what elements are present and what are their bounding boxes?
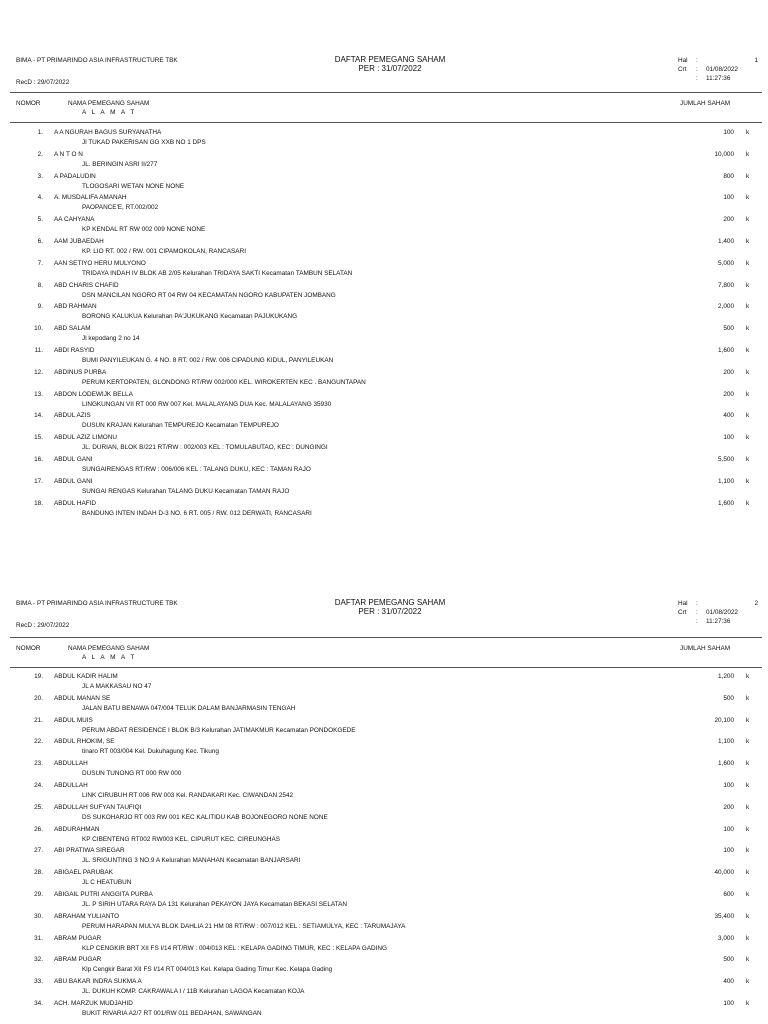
- share-amount: 7,800: [718, 281, 734, 289]
- page-meta: Hal : 1 Crt : 01/08/2022 : 11:27:36: [678, 57, 758, 82]
- holder-address: JL. P SIRIH UTARA RAYA DA 131 Kelurahan PEKAYON JAYA Kecamatan BEKASI SELATAN: [82, 900, 347, 908]
- shareholder-row: [0, 346, 768, 368]
- row-number: 11.: [34, 346, 43, 354]
- share-unit: k: [746, 934, 750, 942]
- hal-label: Hal: [678, 57, 688, 64]
- share-unit: k: [746, 477, 750, 485]
- page-meta: Hal : 2 Crt : 01/08/2022 : 11:27:36: [678, 600, 758, 625]
- report-period: PER : 31/07/2022: [358, 64, 422, 73]
- report-period: PER : 31/07/2022: [358, 607, 422, 616]
- row-number: 7.: [37, 259, 43, 267]
- report-title: DAFTAR PEMEGANG SAHAM: [334, 55, 446, 64]
- share-amount: 5,500: [718, 455, 734, 463]
- row-number: 30.: [34, 912, 43, 920]
- share-amount: 400: [723, 412, 734, 420]
- row-number: 19.: [34, 673, 43, 680]
- holder-name: A PADALUDIN: [54, 172, 96, 180]
- holder-address: BANDUNG INTEN INDAH D-3 NO. 6 RT. 005 / RW. 012 DERWATI, RANCASARI: [82, 509, 312, 517]
- holder-address: PERUM HARAPAN MULYA BLOK DAHLIA 21 HM 08 RT/RW : 007/012 KEL : SETIAMULYA, KEC : TARUMAJAYA: [82, 922, 406, 930]
- share-amount: 100: [723, 825, 734, 833]
- share-amount: 100: [723, 847, 734, 855]
- crt-date: 01/08/2022: [706, 609, 738, 616]
- share-unit: k: [746, 738, 750, 746]
- share-amount: 5,000: [718, 259, 734, 267]
- holder-name: ABD CHARIS CHAFID: [54, 281, 119, 289]
- holder-name: ABRAM PUGAR: [54, 934, 102, 942]
- shareholder-row: [0, 390, 768, 412]
- shareholder-row: [0, 977, 768, 999]
- holder-name: ABDINUS PURBA: [54, 368, 107, 376]
- holder-name: A A NGURAH BAGUS SURYANATHA: [54, 129, 162, 136]
- holder-address: BUKIT RIVARIA A2/7 RT 001/RW 011 BEDAHAN, SAWANGAN: [82, 1009, 262, 1017]
- holder-name: AA CAHYANA: [54, 216, 95, 224]
- holder-name: ABRAM PUGAR: [54, 956, 102, 964]
- shareholder-row: [0, 477, 768, 499]
- shareholder-row: [0, 955, 768, 977]
- share-unit: k: [746, 673, 750, 680]
- share-unit: k: [746, 912, 750, 920]
- share-unit: k: [746, 716, 750, 724]
- row-number: 21.: [34, 716, 43, 724]
- share-amount: 35,400: [714, 912, 734, 920]
- row-number: 12.: [34, 368, 43, 376]
- shareholder-row: [0, 172, 768, 194]
- share-amount: 100: [723, 129, 734, 136]
- row-number: 4.: [37, 194, 43, 202]
- row-number: 22.: [34, 738, 43, 746]
- holder-name: ABDUL RHOKIM, SE: [54, 738, 115, 746]
- row-number: 14.: [34, 412, 43, 420]
- share-unit: k: [746, 150, 750, 158]
- row-number: 33.: [34, 978, 43, 986]
- hal-label: Hal: [678, 600, 688, 607]
- holder-name: ABDON LODEWIJK BELLA: [54, 390, 133, 398]
- share-unit: k: [746, 760, 750, 768]
- shareholder-row: [0, 890, 768, 912]
- row-number: 9.: [37, 303, 43, 311]
- holder-address: JL. DURIAN, BLOK B/221 RT/RW : 002/003 KEL : TOMULABUTAO, KEC : DUNGINGI: [82, 444, 328, 452]
- report-title: DAFTAR PEMEGANG SAHAM: [334, 598, 446, 607]
- holder-address: PERUM KERTOPATEN, GLONDONG RT/RW 002/000 KEL. WIROKERTEN KEC . BANGUNTAPAN: [82, 378, 366, 386]
- company-name: BIMA - PT PRIMARINDO ASIA INFRASTRUCTURE TBK: [16, 600, 178, 607]
- share-amount: 400: [723, 978, 734, 986]
- share-unit: k: [746, 434, 750, 442]
- company-name: BIMA - PT PRIMARINDO ASIA INFRASTRUCTURE TBK: [16, 57, 178, 64]
- record-date: RecD : 29/07/2022: [16, 79, 70, 86]
- share-amount: 40,000: [714, 869, 734, 877]
- share-amount: 800: [723, 172, 734, 180]
- share-unit: k: [746, 869, 750, 877]
- share-amount: 1,100: [718, 477, 734, 485]
- share-unit: k: [746, 847, 750, 855]
- share-amount: 1,100: [718, 738, 734, 746]
- share-unit: k: [746, 346, 750, 354]
- holder-name: ABDUL MUIS: [54, 716, 93, 724]
- holder-name: ACH. MARZUK MUDJAHID: [54, 999, 133, 1007]
- row-number: 17.: [34, 477, 43, 485]
- shareholder-row: [0, 781, 768, 803]
- shareholder-row: [0, 150, 768, 172]
- holder-address: BUMI PANYILEUKAN G. 4 NO. 8 RT. 002 / RW. 006 CIPADUNG KIDUL, PANYILEUKAN: [82, 356, 334, 364]
- holder-name: ABDULLAH SUFYAN TAUFIQI: [54, 803, 142, 811]
- share-unit: k: [746, 259, 750, 267]
- holder-name: ABIGAEL PARUBAK: [54, 869, 113, 877]
- holder-address: TLOGOSARI WETAN NONE NONE: [82, 182, 185, 190]
- holder-name: ABDURAHMAN: [54, 825, 100, 833]
- shareholder-row: [0, 259, 768, 281]
- share-unit: k: [746, 194, 750, 202]
- holder-address: KP KENDAL RT RW 002 009 NONE NONE: [82, 226, 206, 234]
- row-number: 13.: [34, 390, 43, 398]
- holder-address: JL A MAKKASAU NO 47: [82, 683, 152, 690]
- shareholder-row: [0, 455, 768, 477]
- share-amount: 10,000: [714, 150, 734, 158]
- row-number: 10.: [34, 325, 43, 333]
- holder-name: ABDUL GANI: [54, 455, 93, 463]
- row-number: 27.: [34, 847, 43, 855]
- holder-name: ABDUL AZIZ LIMONU: [54, 434, 117, 442]
- row-number: 24.: [34, 781, 43, 789]
- share-unit: k: [746, 216, 750, 224]
- share-amount: 100: [723, 194, 734, 202]
- share-amount: 500: [723, 956, 734, 964]
- share-amount: 20,100: [714, 716, 734, 724]
- col-nama: NAMA PEMEGANG SAHAM: [68, 100, 150, 107]
- holder-address: LINGKUNGAN VII RT 000 RW 007 Kel. MALALAYANG DUA Kec. MALALAYANG 35930: [82, 400, 332, 408]
- share-amount: 500: [723, 325, 734, 333]
- holder-name: ABDUL HAFID: [54, 499, 97, 507]
- shareholder-row: [0, 759, 768, 781]
- share-amount: 1,400: [718, 237, 734, 245]
- row-number: 20.: [34, 694, 43, 702]
- shareholder-row: [0, 694, 768, 716]
- row-number: 18.: [34, 499, 43, 507]
- row-number: 23.: [34, 760, 43, 768]
- crt-label: Crt: [678, 609, 687, 616]
- share-amount: 600: [723, 890, 734, 898]
- holder-address: DUSUN TUNONG RT 000 RW 000: [82, 770, 182, 778]
- share-unit: k: [746, 390, 750, 398]
- holder-address: JL. BERINGIN ASRI II/277: [82, 160, 158, 168]
- share-unit: k: [746, 999, 750, 1007]
- crt-date: 01/08/2022: [706, 66, 738, 73]
- holder-name: ABRAHAM YULIANTO: [54, 912, 120, 920]
- share-unit: k: [746, 978, 750, 986]
- col-jumlah: JUMLAH SAHAM: [680, 100, 731, 107]
- holder-address: JL. DUKUH KOMP. CAKRAWALA I / 11B Kelurahan LAGOA Kecamatan KOJA: [82, 988, 305, 996]
- holder-address: Jl TUKAD PAKERISAN GG XXB NO 1 DPS: [82, 139, 206, 146]
- row-number: 34.: [34, 999, 43, 1007]
- share-amount: 200: [723, 216, 734, 224]
- holder-name: ABD RAHMAN: [54, 303, 97, 311]
- holder-address: BORONG KALUKUA Kelurahan PA'JUKUKANG Kecamatan PAJUKUKANG: [82, 313, 298, 321]
- shareholder-row: [0, 215, 768, 237]
- share-amount: 1,600: [718, 346, 734, 354]
- shareholder-list: [0, 672, 768, 1021]
- holder-address: SUNGAIRENGAS RT/RW : 006/006 KEL : TALANG DUKU, KEC : TAMAN RAJO: [82, 465, 311, 473]
- col-nama: NAMA PEMEGANG SAHAM: [68, 645, 150, 652]
- header-divider: [10, 92, 762, 93]
- holder-address: JL. SRIGUNTING 3 NO.9 A Kelurahan MANAHAN Kecamatan BANJARSARI: [82, 857, 301, 865]
- shareholder-row: [0, 825, 768, 847]
- header-divider: [10, 637, 762, 638]
- holder-name: ABDI RASYID: [54, 346, 95, 354]
- share-unit: k: [746, 237, 750, 245]
- col-nomor: NOMOR: [16, 100, 41, 107]
- shareholder-row: [0, 672, 768, 694]
- column-divider: [10, 122, 762, 123]
- shareholder-row: [0, 128, 768, 150]
- shareholder-row: [0, 237, 768, 259]
- col-nomor: NOMOR: [16, 645, 41, 652]
- share-amount: 200: [723, 368, 734, 376]
- row-number: 16.: [34, 455, 43, 463]
- holder-name: ABU BAKAR INDRA SUKMA A: [54, 978, 142, 986]
- shareholder-row: [0, 499, 768, 521]
- shareholder-row: [0, 868, 768, 890]
- holder-address: DS SUKOHARJO RT 003 RW 001 KEC KALITIDU KAB BOJONEGORO NONE NONE: [82, 813, 328, 821]
- share-unit: k: [746, 412, 750, 420]
- crt-label: Crt: [678, 66, 687, 73]
- row-number: 28.: [34, 869, 43, 877]
- share-unit: k: [746, 781, 750, 789]
- column-divider: [10, 667, 762, 668]
- holder-name: A. MUSDALIFA AMANAH: [54, 194, 127, 202]
- shareholder-row: [0, 411, 768, 433]
- share-amount: 2,000: [718, 303, 734, 311]
- row-number: 31.: [34, 934, 43, 942]
- shareholder-row: [0, 846, 768, 868]
- row-number: 32.: [34, 956, 43, 964]
- shareholder-row: [0, 999, 768, 1021]
- shareholder-row: [0, 737, 768, 759]
- holder-address: KP. LIO RT. 002 / RW. 001 CIPAMOKOLAN, RANCASARI: [82, 247, 246, 255]
- row-number: 1.: [37, 129, 43, 136]
- holder-name: ABIGAIL PUTRI ANGGITA PURBA: [54, 890, 153, 898]
- share-amount: 100: [723, 434, 734, 442]
- share-unit: k: [746, 694, 750, 702]
- share-unit: k: [746, 803, 750, 811]
- share-amount: 3,000: [718, 934, 734, 942]
- row-number: 6.: [37, 237, 43, 245]
- holder-address: KP CIBENTENG RT002 RW003 KEL. CIPURUT KEC. CIREUNGHAS: [82, 835, 281, 843]
- col-alamat: A L A M A T: [82, 654, 137, 661]
- row-number: 26.: [34, 825, 43, 833]
- holder-name: ABDUL MANAN SE: [54, 694, 111, 702]
- share-amount: 200: [723, 390, 734, 398]
- share-amount: 100: [723, 999, 734, 1007]
- holder-address: tinaro RT 003/004 Kel. Dukuhagung Kec. Tikung: [82, 748, 219, 756]
- holder-name: AAN SETIYO HERU MULYONO: [54, 259, 146, 267]
- share-unit: k: [746, 825, 750, 833]
- shareholder-row: [0, 803, 768, 825]
- holder-address: Jl kepodang 2 no 14: [82, 335, 140, 343]
- holder-address: PAOPANCE'E, RT.002/002: [82, 204, 159, 212]
- holder-address: DSN MANCILAN NGORO RT 04 RW 04 KECAMATAN NGORO KABUPATEN JOMBANG: [82, 291, 336, 299]
- row-number: 3.: [37, 172, 43, 180]
- holder-name: ABI PRATIWA SIREGAR: [54, 847, 125, 855]
- shareholder-row: [0, 912, 768, 934]
- holder-address: KLP CENGKIR BRT XII FS I/14 RT/RW : 004/013 KEL : KELAPA GADING TIMUR, KEC : KELAPA GADING: [82, 944, 387, 952]
- shareholder-row: [0, 433, 768, 455]
- crt-time: 11:27:36: [706, 618, 731, 625]
- holder-name: A N T O N: [54, 150, 83, 158]
- share-amount: 500: [723, 694, 734, 702]
- row-number: 5.: [37, 216, 43, 224]
- holder-name: ABD SALAM: [54, 325, 91, 333]
- share-unit: k: [746, 172, 750, 180]
- share-unit: k: [746, 368, 750, 376]
- holder-name: ABDULLAH: [54, 760, 88, 768]
- shareholder-row: [0, 716, 768, 738]
- report-title-block: [290, 598, 490, 616]
- holder-name: ABDUL KADIR HALIM: [54, 673, 118, 680]
- holder-address: SUNGAI RENGAS Kelurahan TALANG DUKU Kecamatan TAMAN RAJO: [82, 487, 290, 495]
- row-number: 25.: [34, 803, 43, 811]
- holder-name: ABDUL GANI: [54, 477, 93, 485]
- share-unit: k: [746, 499, 750, 507]
- row-number: 15.: [34, 434, 43, 442]
- holder-address: LINK CIRUBUH RT 006 RW 003 Kel. RANDAKARI Kec. CIWANDAN 2542: [82, 791, 294, 799]
- share-amount: 100: [723, 781, 734, 789]
- shareholder-row: [0, 324, 768, 346]
- holder-address: DUSUN KRAJAN Kelurahan TEMPUREJO Kecamatan TEMPUREJO: [82, 422, 279, 430]
- col-jumlah: JUMLAH SAHAM: [680, 645, 731, 652]
- shareholder-row: [0, 368, 768, 390]
- share-amount: 200: [723, 803, 734, 811]
- crt-time: 11:27:36: [706, 75, 731, 82]
- holder-address: TRIDAYA INDAH IV BLOK AB 2/05 Kelurahan TRIDAYA SAKTI Kecamatan TAMBUN SELATAN: [82, 269, 353, 277]
- hal-value: 1: [754, 57, 758, 64]
- row-number: 29.: [34, 890, 43, 898]
- share-unit: k: [746, 303, 750, 311]
- share-unit: k: [746, 129, 750, 136]
- col-alamat: A L A M A T: [82, 109, 137, 116]
- holder-name: ABDULLAH: [54, 781, 88, 789]
- holder-address: PERUM ABDAT RESIDENCE I BLOK B/3 Kelurahan JATIMAKMUR Kecamatan PONDOKGEDE: [82, 726, 356, 734]
- share-amount: 1,600: [718, 499, 734, 507]
- row-number: 2.: [37, 150, 43, 158]
- holder-name: AAM JUBAEDAH: [54, 237, 104, 245]
- shareholder-row: [0, 302, 768, 324]
- record-date: RecD : 29/07/2022: [16, 622, 70, 629]
- holder-address: Klp Cengkir Barat XII FS I/14 RT 004/013 Kel. Kelapa Gading Timur Kec. Kelapa Gading: [82, 966, 333, 974]
- share-unit: k: [746, 455, 750, 463]
- report-title-block: [290, 55, 490, 73]
- share-amount: 1,600: [718, 760, 734, 768]
- holder-address: JALAN BATU BENAWA 047/004 TELUK DALAM BANJARMASIN TENGAH: [82, 704, 296, 712]
- shareholder-row: [0, 281, 768, 303]
- shareholder-list: [0, 128, 768, 520]
- holder-address: JL C HEATUBUN: [82, 879, 132, 887]
- shareholder-row: [0, 193, 768, 215]
- share-unit: k: [746, 325, 750, 333]
- share-unit: k: [746, 281, 750, 289]
- share-unit: k: [746, 890, 750, 898]
- hal-value: 2: [754, 600, 758, 607]
- share-unit: k: [746, 956, 750, 964]
- holder-name: ABDUL AZIS: [54, 412, 91, 420]
- row-number: 8.: [37, 281, 43, 289]
- shareholder-row: [0, 934, 768, 956]
- share-amount: 1,200: [718, 673, 734, 680]
